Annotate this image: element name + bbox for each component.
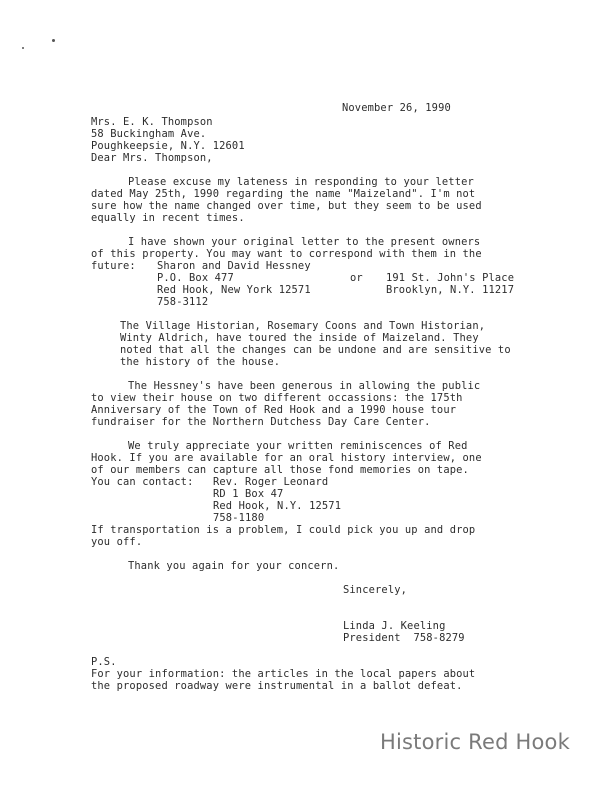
address-or: or — [350, 272, 363, 284]
paper-speck — [22, 47, 24, 49]
paragraph-line: the history of the house. — [120, 356, 281, 368]
closing: Sincerely, — [343, 584, 408, 596]
contact-line: RD 1 Box 47 — [213, 488, 284, 500]
recipient-line: Poughkeepsie, N.Y. 12601 — [91, 140, 245, 152]
paragraph-line: I have shown your original letter to the present owners — [128, 236, 481, 248]
ps-line: For your information: the articles in the local papers about — [91, 668, 476, 680]
paragraph-line: sure how the name changed over time, but they seem to be used — [91, 200, 482, 212]
letter-date: November 26, 1990 — [342, 102, 451, 114]
signer-name: Linda J. Keeling — [343, 620, 446, 632]
owners-names: Sharon and David Hessney — [157, 260, 311, 272]
paragraph-line: you off. — [91, 536, 143, 548]
paragraph-line: equally in recent times. — [91, 212, 245, 224]
ps-line: the proposed roadway were instrumental in a ballot defeat. — [91, 680, 463, 692]
contact-line: Red Hook, N.Y. 12571 — [213, 500, 342, 512]
paragraph-line: Anniversary of the Town of Red Hook and a 1990 house tour — [91, 404, 457, 416]
paragraph-line: Please excuse my lateness in responding to your letter — [128, 176, 474, 188]
owner-address-line: Red Hook, New York 12571 — [157, 284, 311, 296]
paragraph-line: If transportation is a problem, I could pick you up and drop — [91, 524, 476, 536]
recipient-line: Mrs. E. K. Thompson — [91, 116, 213, 128]
paragraph-line: noted that all the changes can be undone and are sensitive to — [120, 344, 511, 356]
paragraph-line: The Village Historian, Rosemary Coons and Town Historian, — [120, 320, 486, 332]
signer-title: President 758-8279 — [343, 632, 465, 644]
owner-address-line: P.O. Box 477 — [157, 272, 234, 284]
contact-phone: 758-1180 — [213, 512, 265, 524]
paragraph-line: Thank you again for your concern. — [128, 560, 340, 572]
paragraph-line: fundraiser for the Northern Dutchess Day Care Center. — [91, 416, 431, 428]
paragraph-line: of our members can capture all those fond memories on tape. — [91, 464, 469, 476]
paragraph-line: We truly appreciate your written reminiscences of Red — [128, 440, 468, 452]
paragraph-line: of this property. You may want to correspond with them in the — [91, 248, 482, 260]
contact-line: Rev. Roger Leonard — [213, 476, 329, 488]
paragraph-line: Winty Aldrich, have toured the inside of Maizeland. They — [120, 332, 479, 344]
contact-label: You can contact: — [91, 476, 194, 488]
owner-address-line: Brooklyn, N.Y. 11217 — [386, 284, 515, 296]
paragraph-line: dated May 25th, 1990 regarding the name "Maizeland". I'm not — [91, 188, 476, 200]
salutation: Dear Mrs. Thompson, — [91, 152, 213, 164]
paper-speck — [52, 39, 55, 42]
paragraph-line: Hook. If you are available for an oral history interview, one — [91, 452, 482, 464]
paragraph-line: to view their house on two different occassions: the 175th — [91, 392, 463, 404]
ps-label: P.S. — [91, 656, 117, 668]
watermark: Historic Red Hook — [380, 730, 570, 754]
paragraph-line: future: — [91, 260, 136, 272]
paragraph-line: The Hessney's have been generous in allowing the public — [128, 380, 481, 392]
owner-phone: 758-3112 — [157, 296, 209, 308]
recipient-line: 58 Buckingham Ave. — [91, 128, 207, 140]
owner-address-line: 191 St. John's Place — [386, 272, 515, 284]
